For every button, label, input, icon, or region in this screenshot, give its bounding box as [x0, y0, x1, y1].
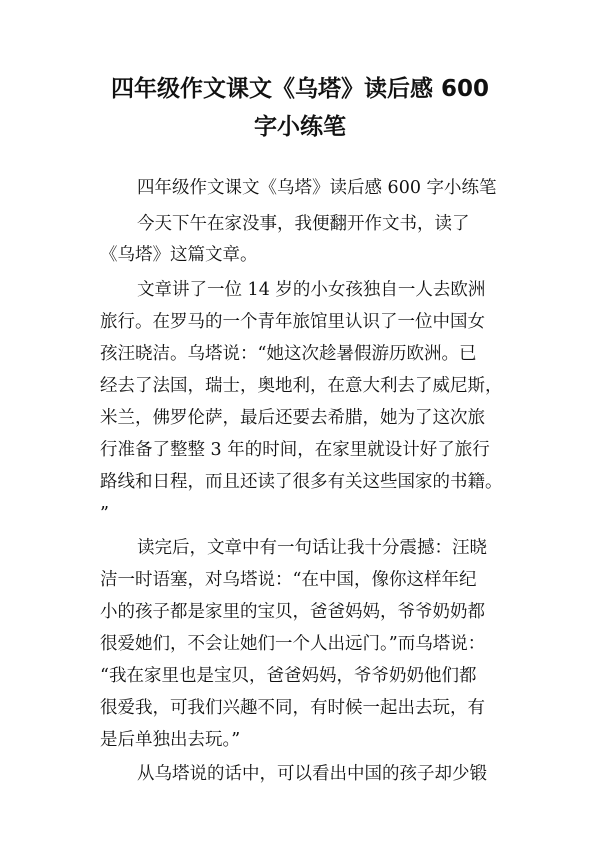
paragraph-line: 很爱她们，不会让她们一个人出远门。”而乌塔说： — [100, 634, 486, 654]
paragraph-line: 小的孩子都是家里的宝贝，爸爸妈妈，爷爷奶奶都 — [100, 602, 485, 622]
document-title-line-1: 四年级作文课文《乌塔》读后感 600 — [110, 76, 490, 102]
document-title-line-2: 字小练笔 — [254, 114, 346, 140]
paragraph-line: “我在家里也是宝贝，爸爸妈妈，爷爷奶奶他们都 — [100, 666, 477, 686]
paragraph-line: 文章讲了一位 14 岁的小女孩独自一人去欧洲 — [137, 280, 486, 300]
paragraph-line: 旅行。在罗马的一个青年旅馆里认识了一位中国女 — [100, 312, 485, 332]
paragraph-line: 四年级作文课文《乌塔》读后感 600 字小练笔 — [137, 178, 497, 198]
paragraph-line: 路线和日程，而且还读了很多有关这些国家的书籍。 — [100, 472, 503, 492]
paragraph-line: 《乌塔》这篇文章。 — [100, 245, 258, 265]
paragraph-line: 孩汪晓洁。乌塔说：“她这次趁暑假游历欧洲。已 — [100, 344, 477, 364]
paragraph-line: 从乌塔说的话中，可以看出中国的孩子却少锻 — [137, 764, 487, 784]
paragraph-line: 行准备了整整 3 年的时间，在家里就设计好了旅行 — [100, 440, 490, 460]
paragraph-line: 很爱我，可我们兴趣不同，有时候一起出去玩，有 — [100, 698, 485, 718]
paragraph-line: 米兰，佛罗伦萨，最后还要去希腊，她为了这次旅 — [100, 408, 485, 428]
paragraph-line: 经去了法国，瑞士，奥地利，在意大利去了威尼斯， — [100, 376, 503, 396]
paragraph-line: ” — [100, 504, 109, 524]
paragraph-line: 读完后，文章中有一句话让我十分震撼：汪晓 — [137, 538, 487, 558]
paragraph-line: 是后单独出去玩。” — [100, 730, 241, 750]
paragraph-line: 洁一时语塞，对乌塔说：“在中国，像你这样年纪 — [100, 570, 477, 590]
paragraph-line: 今天下午在家没事，我便翻开作文书，读了 — [137, 214, 470, 234]
